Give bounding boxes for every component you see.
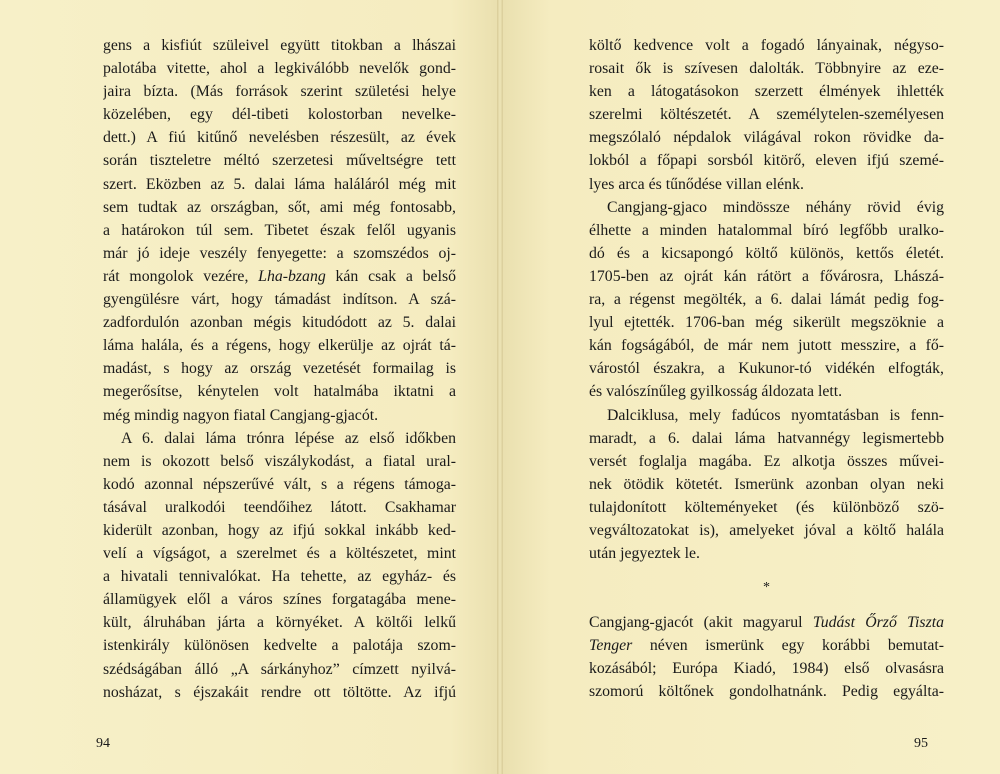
section-separator: * xyxy=(763,580,770,596)
left-page-number: 94 xyxy=(96,736,110,751)
right-page-text xyxy=(589,34,944,704)
text-line: a hivatali tennivalókat. Ha tehette, az egyház- és xyxy=(103,568,456,586)
text-line: velí a vígságot, a szerelmet és a költészetet, mint xyxy=(103,545,456,563)
text-line: rát mongolok vezére, Lha-bzang kán csak a belső xyxy=(103,267,456,285)
text-line: nem is okozott belső viszálykodást, a fiatal ural- xyxy=(103,452,456,470)
text-line: kült, álruhában járta a környéket. A költői lelkű xyxy=(103,614,456,632)
text-line: során tiszteletre méltó szerzetesi műveltségre tett xyxy=(103,152,456,170)
text-line: szédságában álló „A sárkányhoz” címzett nyilvá- xyxy=(103,660,456,678)
text-line: versét foglalja magába. Ez alkotja összes művei- xyxy=(589,452,944,470)
text-line: szert. Eközben az 5. dalai láma haláláról még mit xyxy=(103,175,456,193)
text-line: még mindig nagyon fiatal Cangjang-gjacót. xyxy=(103,406,379,424)
text-line: dett.) A fiú kitűnő nevelésben részesült, az évek xyxy=(103,129,456,147)
text-line: palotába vitette, ahol a legkiválóbb nevelők gond- xyxy=(103,60,456,78)
text-line: rosait ők is szívesen dalolták. Többnyire az eze- xyxy=(589,60,944,78)
text-line: láma halála, és a régens, hogy elkerülje az ojrát tá- xyxy=(103,337,456,355)
text-line: tásával uralkodói teendőihez látott. Csakhamar xyxy=(103,498,456,516)
text-line: szomorú költőnek gondolhatnánk. Pedig egyálta- xyxy=(589,683,944,701)
text-line: várostól északra, a Kukunor-tó vidékén elfogták, xyxy=(589,360,944,378)
text-line: megerősítse, kénytelen volt hatalmába iktatni a xyxy=(103,383,456,401)
text-line: a határokon túl sem. Tibetet észak felől ugyanis xyxy=(103,221,456,239)
text-line: jaira bízta. (Más források szerint születési helye xyxy=(103,83,456,101)
text-line: és valószínűleg gyilkosság áldozata lett. xyxy=(589,383,843,401)
text-line: Tenger néven ismerünk egy korábbi bemutat- xyxy=(589,637,944,655)
text-line: gens a kisfiút szüleivel együtt titokban a lhászai xyxy=(103,37,456,54)
text-line: már jó ideje veszély fenyegette: a szomszédos oj- xyxy=(103,244,456,262)
text-line: ra, a régenst megölték, a 6. dalai lámát pedig fog- xyxy=(589,291,944,309)
text-line: zadfordulón azonban mégis kitudódott az 5. dalai xyxy=(103,314,456,332)
text-line: költő kedvence volt a fogadó lányainak, négyso- xyxy=(589,37,944,54)
text-line: tulajdonított költeményeket (és különböző szö- xyxy=(589,498,944,516)
text-line: gyengülésre várt, hogy támadást indítson. A szá- xyxy=(103,291,456,309)
text-line: Cangjang-gjacót (akit magyarul Tudást Őrző Tiszta xyxy=(589,614,944,632)
text-line: 1705-ben az ojrát kán rátört a fővárosra, Lhászá- xyxy=(589,267,944,285)
text-line: államügyek elől a város színes forgatagába mene- xyxy=(103,591,456,609)
text-line: vegváltozatokat is), amelyeket jóval a költő halála xyxy=(589,521,944,539)
text-line: lyul ejtették. 1706-ban még sikerült megszöknie a xyxy=(589,314,944,332)
text-line: madást, s hogy az ország vezetését formailag is xyxy=(103,360,456,378)
text-line: dó és a kicsapongó költő különös, kettős életét. xyxy=(589,244,944,262)
right-page-number: 95 xyxy=(914,736,928,751)
left-page-text xyxy=(103,34,456,704)
text-line: lyes arca és tűnődése villan elénk. xyxy=(589,175,804,193)
text-line: kodó azonnal népszerűvé vált, s a régens támoga- xyxy=(103,475,456,493)
text-line: után jegyeztek le. xyxy=(589,545,700,563)
text-line: nosházat, s éjszakáit rendre ott töltötte. Az ifjú xyxy=(103,683,456,701)
text-line: közelében, egy dél-tibeti kolostorban nevelke- xyxy=(103,106,456,124)
text-line: sem tudtak az országban, sőt, ami még fontosabb, xyxy=(103,198,456,216)
text-line: élhette a minden hatalommal bíró legfőbb uralko- xyxy=(589,221,944,239)
text-line: megszólaló népdalok világával rokon rövidke da- xyxy=(589,129,944,147)
book-gutter xyxy=(497,0,503,774)
text-line: nek ötödik kötetét. Ismerünk azonban olyan neki xyxy=(589,475,944,493)
text-line: maradt, a 6. dalai láma hatvannégy legismertebb xyxy=(589,429,944,447)
text-line: ken a látogatásokon szerzett élmények ihlették xyxy=(589,83,944,101)
text-line: kozásából; Európa Kiadó, 1984) első olvasásra xyxy=(589,660,944,678)
text-line: Dalciklusa, mely fadúcos nyomtatásban is fenn- xyxy=(607,406,944,424)
right-page xyxy=(500,0,1000,774)
text-line: istenkirály különösen kedvelte a palotája szom- xyxy=(103,637,456,655)
text-line: kán fogságából, de már nem jutott messzire, a fő- xyxy=(589,337,944,355)
text-line: A 6. dalai láma trónra lépése az első időkben xyxy=(121,429,456,447)
text-line: Cangjang-gjaco mindössze néhány rövid évig xyxy=(607,198,944,216)
text-line: lokból a főpapi sorsból kitörő, eleven ifjú szemé- xyxy=(589,152,944,170)
text-line: szerelmi költészetét. A személytelen-személyesen xyxy=(589,106,944,124)
text-line: kiderült azonban, hogy az ifjú sokkal inkább ked- xyxy=(103,521,456,539)
